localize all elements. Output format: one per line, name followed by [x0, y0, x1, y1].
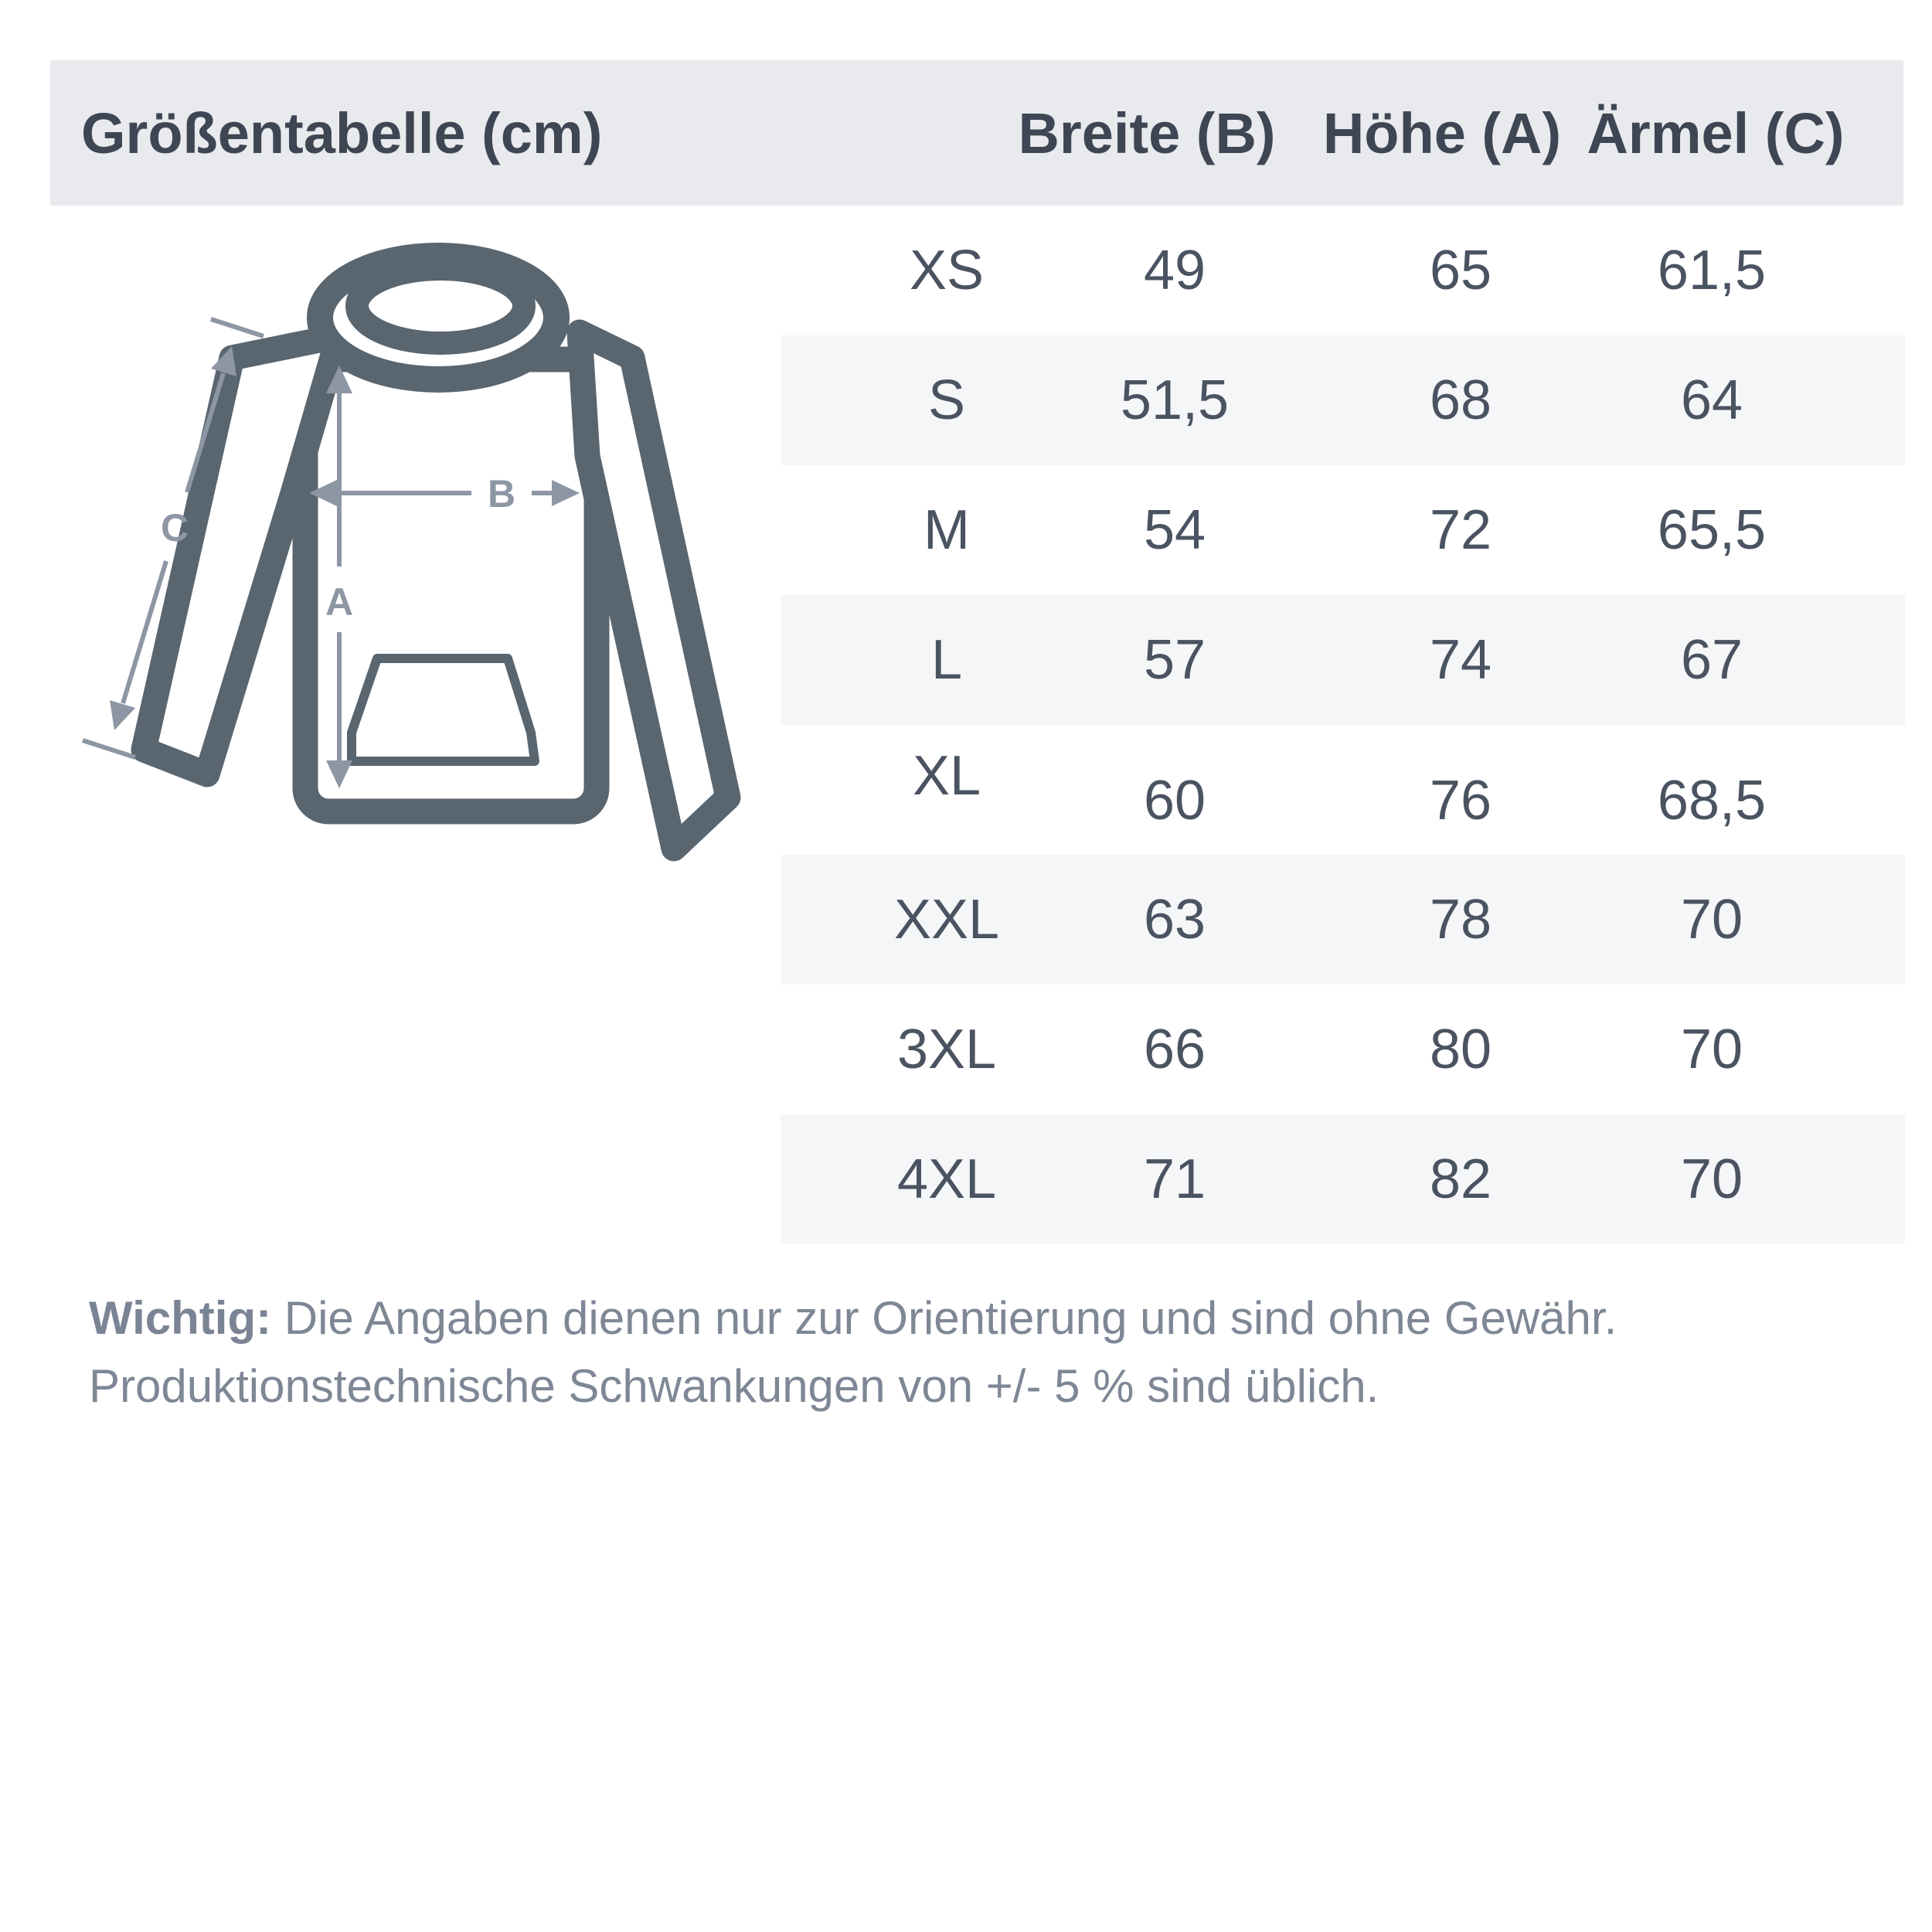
dim-label-a: A	[325, 580, 354, 624]
column-header-aermel: Ärmel (C)	[1587, 100, 1845, 165]
dim-c-tick	[211, 319, 264, 336]
breite-cell: 51,5	[1120, 369, 1230, 431]
breite-cell: 60	[1143, 770, 1206, 832]
table-row	[781, 725, 1905, 855]
size-cell: S	[927, 369, 966, 431]
size-cell: 4XL	[896, 1148, 997, 1210]
table-row	[781, 595, 1905, 725]
dim-label-b: B	[487, 472, 516, 515]
table-header-bar	[50, 60, 1903, 206]
aermel-cell: 70	[1680, 1148, 1743, 1210]
table-row	[781, 335, 1905, 465]
breite-cell: 54	[1143, 499, 1206, 561]
aermel-cell: 70	[1680, 1019, 1743, 1080]
hoehe-cell: 78	[1429, 889, 1492, 951]
table-row	[781, 855, 1905, 985]
aermel-cell: 67	[1680, 629, 1743, 691]
page-title: Größentabelle (cm)	[81, 100, 603, 165]
column-header-breite: Breite (B)	[1018, 100, 1276, 165]
hoehe-cell: 76	[1429, 770, 1492, 832]
disclaimer-bold: Wichtig:	[89, 1292, 272, 1344]
breite-cell: 63	[1143, 889, 1206, 951]
table-row	[781, 206, 1905, 335]
dim-c-tick	[83, 740, 135, 757]
aermel-cell: 68,5	[1657, 770, 1767, 832]
hoehe-cell: 80	[1429, 1019, 1492, 1080]
size-cell: 3XL	[896, 1019, 997, 1080]
hoehe-cell: 65	[1429, 240, 1492, 301]
disclaimer-note	[89, 1284, 1874, 1420]
aermel-cell: 61,5	[1657, 240, 1767, 301]
size-cell: XS	[909, 240, 985, 301]
size-table-rows	[781, 206, 1905, 1244]
size-cell: L	[930, 629, 963, 691]
disclaimer-rest: Die Angaben dienen nur zur Orientierung und sind ohne Gewähr.	[271, 1292, 1617, 1344]
hoehe-cell: 68	[1429, 369, 1492, 431]
size-cell: M	[923, 499, 970, 561]
aermel-cell: 70	[1680, 889, 1743, 951]
hoodie-pocket	[352, 658, 535, 761]
hoehe-cell: 72	[1429, 499, 1492, 561]
aermel-cell: 64	[1680, 369, 1743, 431]
arrowhead-downleft-icon	[110, 700, 135, 730]
hoehe-cell: 82	[1429, 1148, 1492, 1210]
hoehe-cell: 74	[1429, 629, 1492, 691]
aermel-cell: 65,5	[1657, 499, 1767, 561]
size-cell: XXL	[893, 889, 1000, 951]
table-row	[781, 985, 1905, 1114]
column-header-hoehe: Höhe (A)	[1322, 100, 1562, 165]
breite-cell: 71	[1143, 1148, 1206, 1210]
hoodie-diagram	[46, 216, 773, 881]
table-row	[781, 1114, 1905, 1244]
table-row	[781, 465, 1905, 595]
disclaimer-line-2: Produktionstechnische Schwankungen von +/- 5 % sind üblich.	[89, 1360, 1379, 1412]
hoodie-icon	[144, 256, 728, 849]
breite-cell: 49	[1143, 240, 1206, 301]
dim-label-c: C	[160, 506, 189, 549]
disclaimer-line-1	[89, 1284, 1874, 1352]
hood-inner-ring	[357, 269, 524, 343]
breite-cell: 66	[1143, 1019, 1206, 1080]
breite-cell: 57	[1143, 629, 1206, 691]
size-cell: XL	[912, 745, 981, 807]
